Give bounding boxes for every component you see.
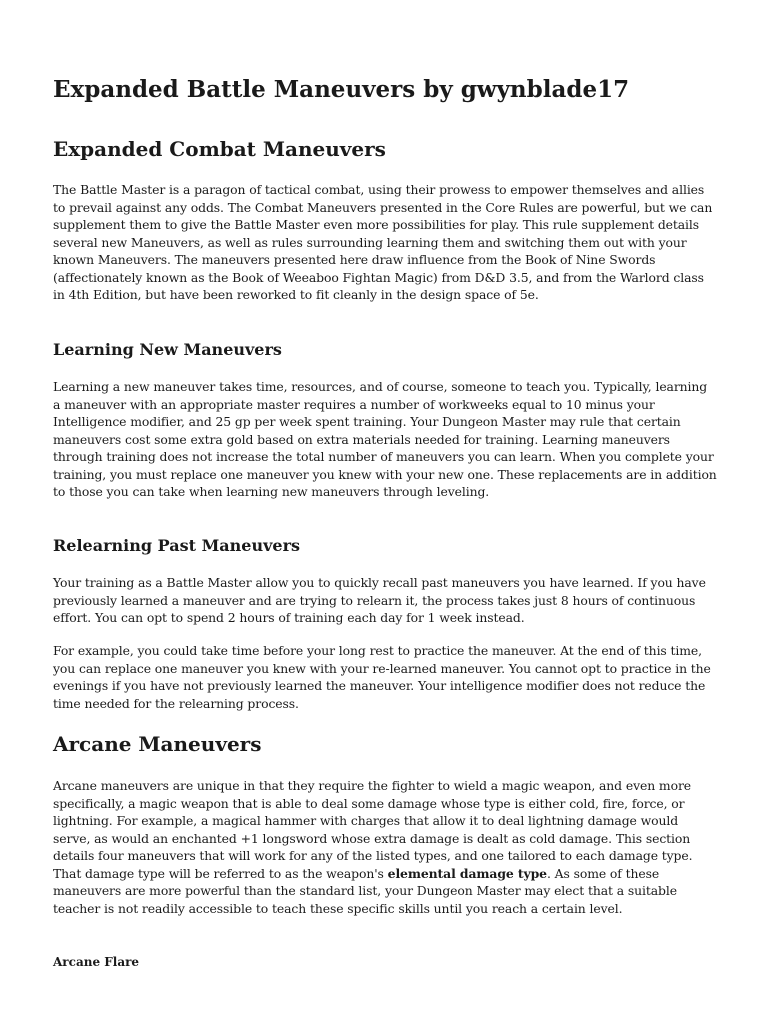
intro-text-continued: . As some of these maneuvers are more powerful than the standard list, your Dungeon Master may elect that a suitable teacher is not readily accessible to teach these specific skills until you reach a certain level. (53, 865, 677, 916)
maneuver-heading-arcane-flare: Arcane Flare (53, 955, 140, 969)
document-title: Expanded Battle Maneuvers by gwynblade17 (53, 76, 630, 103)
paragraph-relearning-past-maneuvers: Your training as a Battle Master allow you to quickly recall past maneuvers you have learned. If you have previously learned a maneuver and are trying to relearn it, the process takes just 8 hours of continuous effort. You can opt to spend 2 hours of training each day for 1 week instead. (53, 575, 706, 625)
subsection-heading-relearning-past-maneuvers: Relearning Past Maneuvers (53, 536, 301, 555)
section-heading-arcane-maneuvers: Arcane Maneuvers (53, 732, 262, 756)
paragraph-arcane-maneuvers-intro (53, 777, 717, 917)
paragraph-battle-master-intro: The Battle Master is a paragon of tactical combat, using their prowess to empower themselves and allies to prevail against any odds. The Combat Maneuvers presented in the Core Rules are powerful, but we can supplement them to give the Battle Master even more possibilities for play. This rule supplement details several new Maneuvers, as well as rules surrounding learning them and switching them out with your known Maneuvers. The maneuvers presented here draw influence from the Book of Nine Swords (affectionately known as the Book of Weeaboo Fightan Magic) from D&D 3.5, and from the Warlord class in 4th Edition, but have been reworked to fit cleanly in the design space of 5e. (53, 182, 713, 302)
intro-text: Arcane maneuvers are unique in that they require the fighter to wield a magic weapon, and even more specifically, a magic weapon that is able to deal some damage whose type is either cold, fire, force, or lightning. For example, a magical hammer with charges that allow it to deal lightning damage would serve, as would an enchanted +1 longsword whose extra damage is dealt as cold damage. This section details four maneuvers that will work for any of the listed types, and one tailored to each damage type. That damage type will be referred to as the weapon's (53, 778, 693, 881)
paragraph-learning-new-maneuvers: Learning a new maneuver takes time, resources, and of course, someone to teach you. Typically, learning a maneuver with an appropriate master requires a number of workweeks equal to 10 minus your Intelligence modifier, and 25 gp per week spent training. Your Dungeon Master may rule that certain maneuvers cost some extra gold based on extra materials needed for training. Learning maneuvers through training does not increase the total number of maneuvers you can learn. When you complete your training, you must replace one maneuver you knew with your new one. These replacements are in addition to those you can take when learning new maneuvers through leveling. (53, 379, 717, 499)
paragraph-relearning-example: For example, you could take time before your long rest to practice the maneuver. At the end of this time, you can replace one maneuver you knew with your re-learned maneuver. You cannot opt to practice in the evenings if you have not previously learned the maneuver. Your intelligence modifier does not reduce the time needed for the relearning process. (53, 643, 711, 711)
elemental-damage-type-term: elemental damage type (387, 865, 547, 881)
section-heading-expanded-combat-maneuvers: Expanded Combat Maneuvers (53, 137, 386, 161)
subsection-heading-learning-new-maneuvers: Learning New Maneuvers (53, 340, 282, 359)
